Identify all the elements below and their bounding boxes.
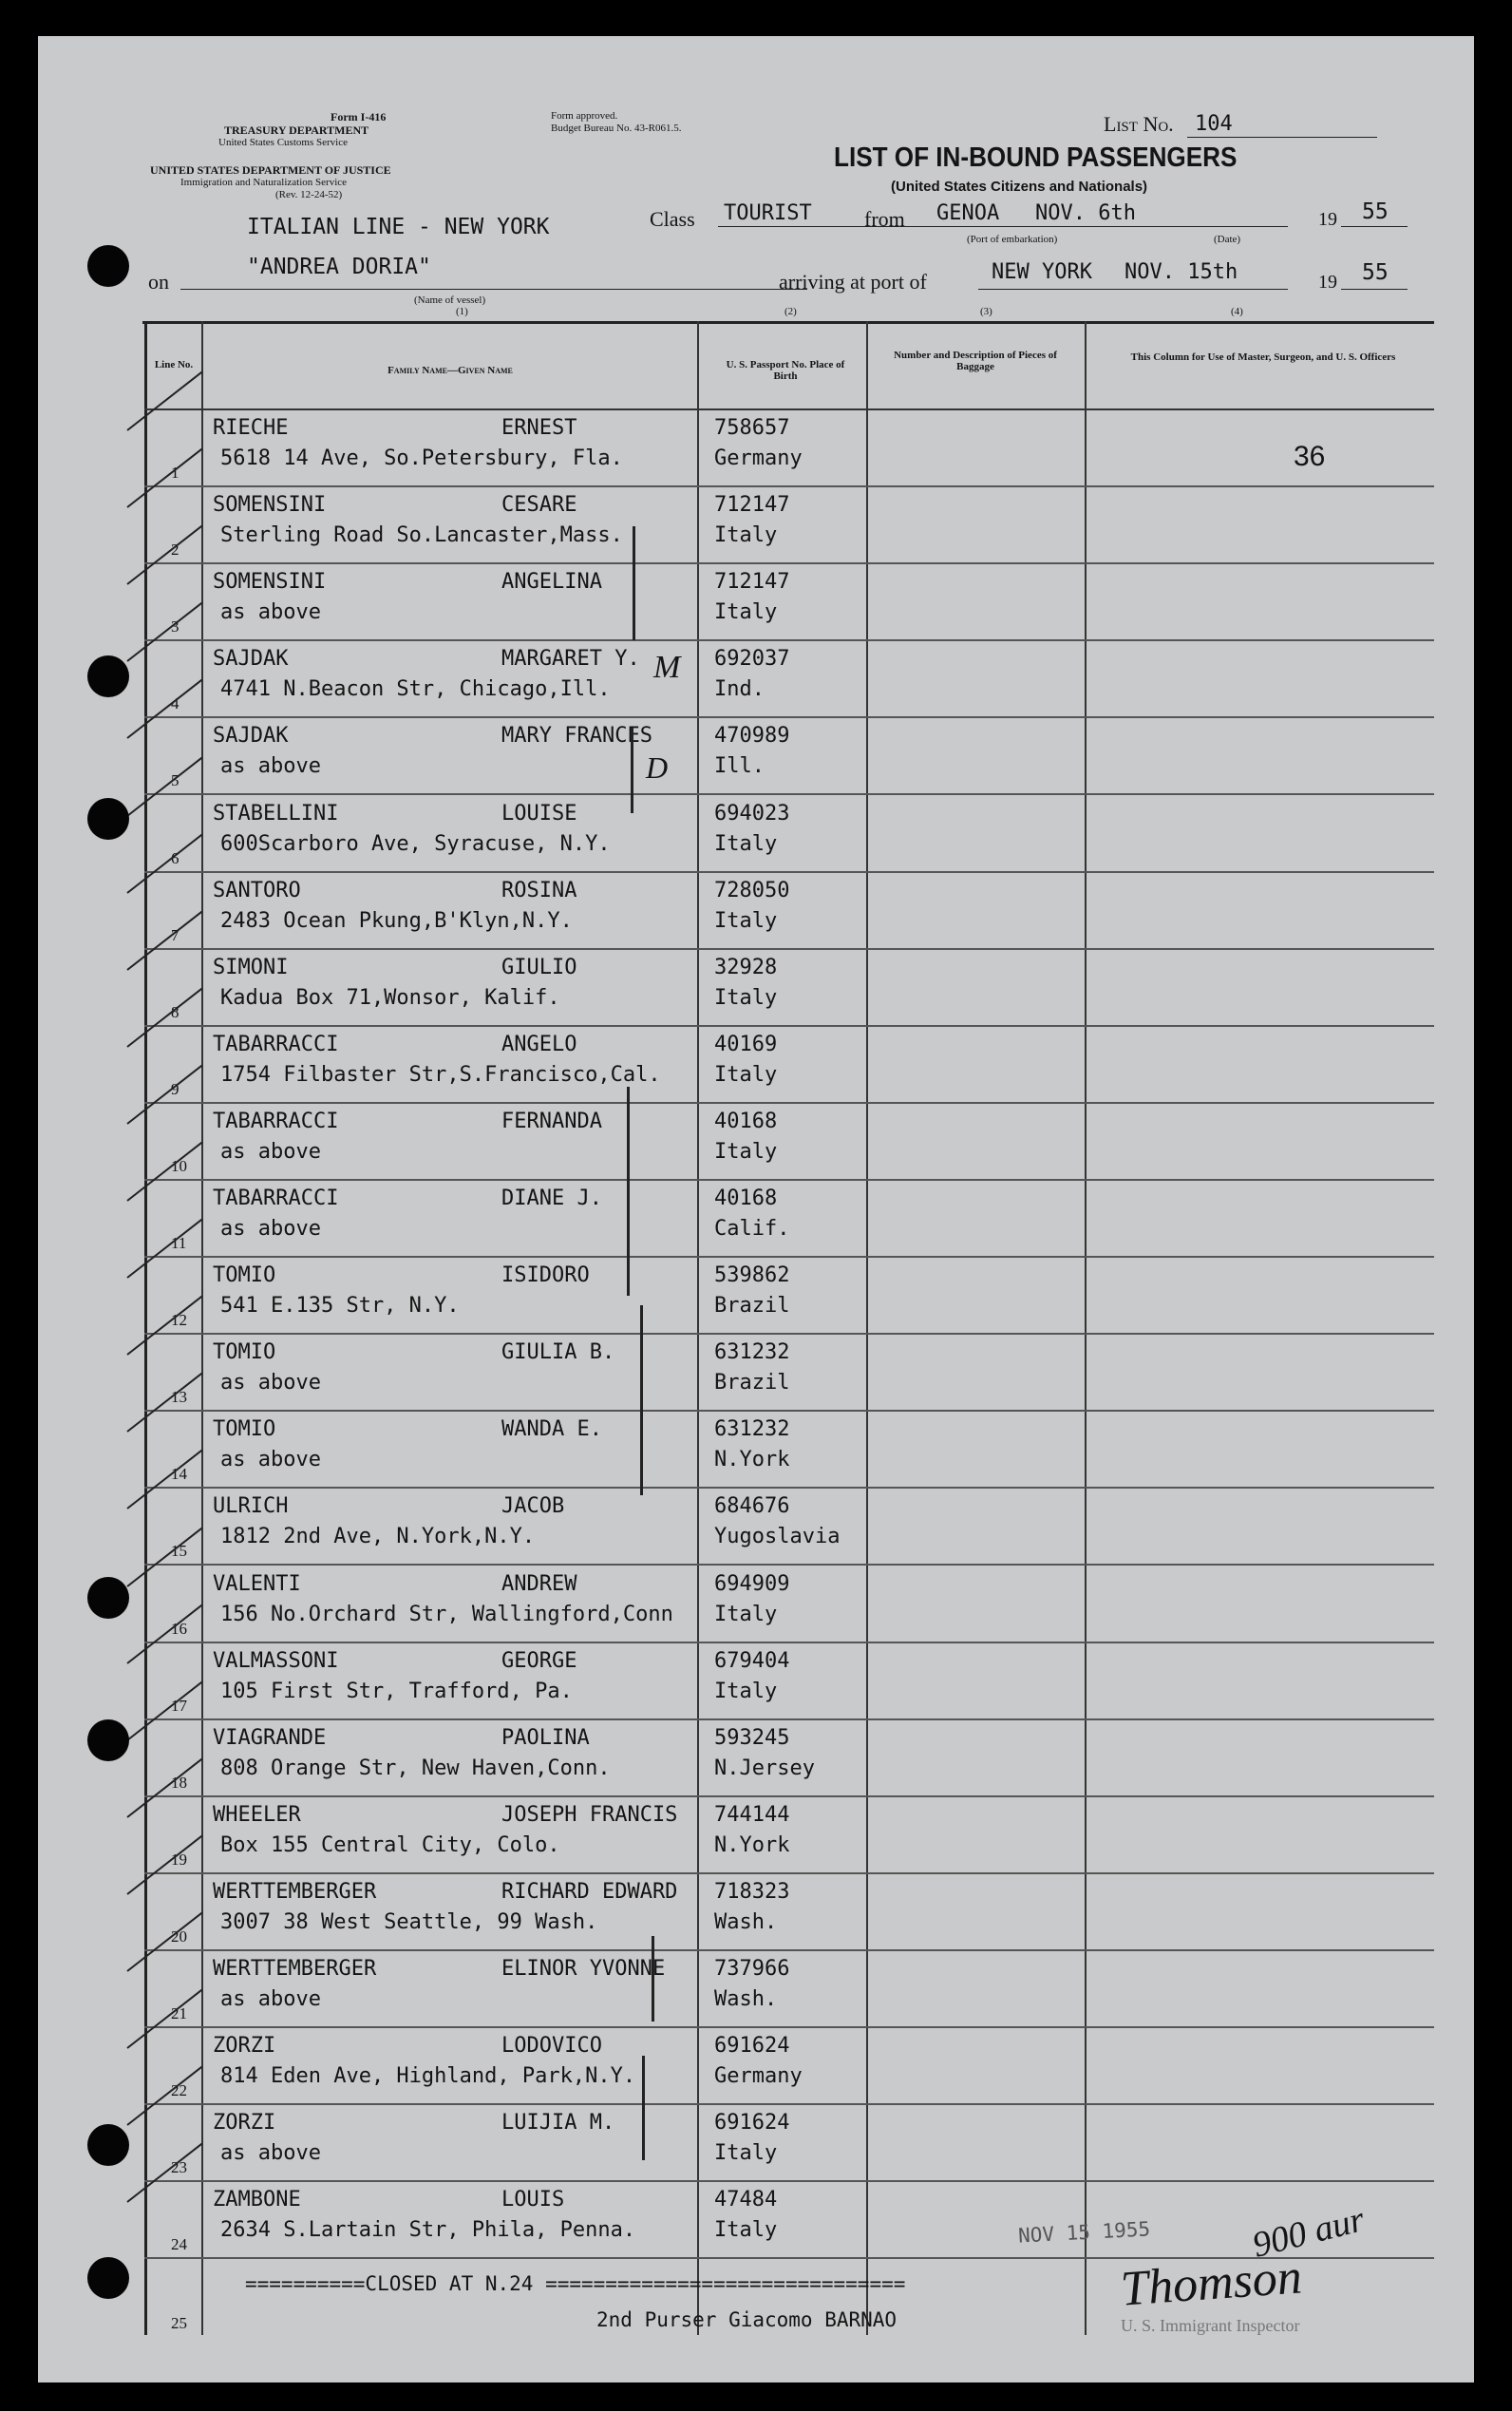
given-name: MARGARET Y. xyxy=(501,647,640,672)
departure-date: NOV. 6th xyxy=(1035,201,1136,225)
family-name: WERTTEMBERGER xyxy=(213,1879,377,1904)
line-number: 18 xyxy=(171,1773,187,1792)
place-of-birth: N.Jersey xyxy=(714,1756,815,1780)
table-row xyxy=(144,2105,1434,2182)
passport-number: 40168 xyxy=(714,1109,778,1133)
family-name: TOMIO xyxy=(213,1263,276,1288)
table-row xyxy=(144,1412,1434,1489)
address: 541 E.135 Str, N.Y. xyxy=(220,1294,460,1319)
line-number: 25 xyxy=(171,2314,187,2332)
arrival-line xyxy=(978,289,1288,290)
family-name: SAJDAK xyxy=(213,724,289,749)
punch-hole xyxy=(87,1719,129,1761)
family-name: WERTTEMBERGER xyxy=(213,1957,377,1981)
address: 105 First Str, Trafford, Pa. xyxy=(220,1679,573,1703)
address: as above xyxy=(220,1139,321,1164)
table-row xyxy=(144,1951,1434,2028)
given-name: GEORGE xyxy=(501,1648,577,1673)
line-number: 23 xyxy=(171,2158,187,2177)
passport-number: 712147 xyxy=(714,493,790,518)
passport-number: 539862 xyxy=(714,1263,790,1288)
place-of-birth: Germany xyxy=(714,2064,803,2089)
place-of-birth: Brazil xyxy=(714,1294,790,1319)
given-name: GIULIA B. xyxy=(501,1340,615,1365)
given-name: PAOLINA xyxy=(501,1725,590,1750)
customs-label: United States Customs Service xyxy=(218,137,348,148)
passport-number: 712147 xyxy=(714,570,790,595)
given-name: WANDA E. xyxy=(501,1417,602,1442)
line-number: 14 xyxy=(171,1465,187,1484)
family-name: VIAGRANDE xyxy=(213,1725,327,1750)
table-row xyxy=(144,1027,1434,1104)
col-baggage: Number and Description of Pieces of Baggage xyxy=(894,350,1057,372)
passport-number: 47484 xyxy=(714,2188,778,2212)
address: Sterling Road So.Lancaster,Mass. xyxy=(220,523,623,548)
passport-number: 40169 xyxy=(714,1032,778,1056)
given-name: JACOB xyxy=(501,1494,565,1519)
given-name: LOUIS xyxy=(501,2188,565,2212)
passport-number: 758657 xyxy=(714,416,790,440)
place-of-birth: Italy xyxy=(714,1679,778,1703)
passport-number: 679404 xyxy=(714,1648,790,1673)
line-number: 10 xyxy=(171,1156,187,1175)
year-2: 55 xyxy=(1362,260,1389,285)
table-row xyxy=(144,564,1434,641)
place-of-birth: Italy xyxy=(714,908,778,933)
address: as above xyxy=(220,600,321,625)
given-name: LUIJIA M. xyxy=(501,2111,615,2136)
table-top-border xyxy=(142,321,1434,324)
passport-number: 684676 xyxy=(714,1494,790,1519)
line-number: 2 xyxy=(171,541,180,560)
year-1: 55 xyxy=(1362,199,1389,224)
family-name: ZORZI xyxy=(213,2034,276,2059)
place-of-birth: Wash. xyxy=(714,1987,778,2011)
given-name: ANGELINA xyxy=(501,570,602,595)
family-name: ZAMBONE xyxy=(213,2188,301,2212)
address: 4741 N.Beacon Str, Chicago,Ill. xyxy=(220,677,611,702)
given-name: ELINOR YVONNE xyxy=(501,1957,666,1981)
place-of-birth: N.York xyxy=(714,1832,790,1857)
table-row xyxy=(144,1566,1434,1643)
family-name: TOMIO xyxy=(213,1340,276,1365)
address: as above xyxy=(220,1217,321,1241)
address: as above xyxy=(220,1448,321,1472)
date-caption: (Date) xyxy=(1214,234,1241,245)
place-of-birth: Yugoslavia xyxy=(714,1525,841,1549)
address: 1812 2nd Ave, N.York,N.Y. xyxy=(220,1525,536,1549)
col2-number: (2) xyxy=(784,306,797,317)
passport-number: 631232 xyxy=(714,1417,790,1442)
form-number: Form I-416 xyxy=(331,110,387,123)
place-of-birth: N.York xyxy=(714,1448,790,1472)
passport-number: 694023 xyxy=(714,801,790,826)
table-row xyxy=(144,1797,1434,1874)
list-no: 104 xyxy=(1195,112,1233,136)
place-of-birth: Italy xyxy=(714,600,778,625)
table-row xyxy=(144,1874,1434,1951)
punch-hole xyxy=(87,2257,129,2299)
place-of-birth: Italy xyxy=(714,2141,778,2166)
family-name: SAJDAK xyxy=(213,647,289,672)
line-number: 15 xyxy=(171,1542,187,1561)
year-line-2 xyxy=(1341,289,1408,290)
bracket-mark xyxy=(633,526,635,640)
given-name: FERNANDA xyxy=(501,1109,602,1133)
class-label: Class xyxy=(650,207,695,231)
col-name: Family Name—Given Name xyxy=(387,365,513,376)
passport-number: 728050 xyxy=(714,878,790,902)
place-of-birth: Italy xyxy=(714,985,778,1010)
year-line-1 xyxy=(1341,226,1408,227)
line-number: 19 xyxy=(171,1850,187,1869)
table-row xyxy=(144,950,1434,1027)
punch-hole xyxy=(87,245,129,287)
table-row xyxy=(144,1489,1434,1566)
family-name: TABARRACCI xyxy=(213,1032,339,1056)
address: as above xyxy=(220,754,321,779)
place-of-birth: Italy xyxy=(714,523,778,548)
place-of-birth: Italy xyxy=(714,1602,778,1626)
line-number: 6 xyxy=(171,848,180,867)
line-number: 22 xyxy=(171,2081,187,2100)
line-number: 4 xyxy=(171,694,180,713)
passport-number: 631232 xyxy=(714,1340,790,1365)
given-name: CESARE xyxy=(501,493,577,518)
place-of-birth: Ill. xyxy=(714,754,765,779)
place-of-birth: Brazil xyxy=(714,1371,790,1395)
line-number: 3 xyxy=(171,617,180,636)
line-number: 16 xyxy=(171,1619,187,1638)
place-of-birth: Italy xyxy=(714,1139,778,1164)
address: Kadua Box 71,Wonsor, Kalif. xyxy=(220,985,560,1010)
line-company: ITALIAN LINE - NEW YORK xyxy=(247,215,550,239)
from-value: GENOA xyxy=(936,201,1000,225)
passport-number: 737966 xyxy=(714,1957,790,1981)
table-row xyxy=(144,641,1434,718)
list-no-label: List No. xyxy=(1104,112,1174,136)
address: as above xyxy=(220,1371,321,1395)
bracket-mark xyxy=(652,1936,654,2022)
address: as above xyxy=(220,1987,321,2011)
margin-annotation-d: D xyxy=(646,750,669,785)
place-of-birth: Ind. xyxy=(714,677,765,702)
given-name: ROSINA xyxy=(501,878,577,902)
address: Box 155 Central City, Colo. xyxy=(220,1832,560,1857)
class-value: TOURIST xyxy=(724,201,812,225)
closed-note: ==========CLOSED AT N.24 ============================== xyxy=(245,2272,906,2295)
place-of-birth: Wash. xyxy=(714,1909,778,1934)
family-name: SANTORO xyxy=(213,878,301,902)
place-of-birth: Germany xyxy=(714,446,803,470)
bracket-mark xyxy=(640,1305,643,1495)
given-name: ERNEST xyxy=(501,416,577,440)
address: 2634 S.Lartain Str, Phila, Penna. xyxy=(220,2218,636,2243)
given-name: GIULIO xyxy=(501,955,577,979)
passport-number: 593245 xyxy=(714,1725,790,1750)
vessel-caption: (Name of vessel) xyxy=(414,294,486,306)
family-name: TABARRACCI xyxy=(213,1109,339,1133)
family-name: ULRICH xyxy=(213,1494,289,1519)
address: 156 No.Orchard Str, Wallingford,Conn xyxy=(220,1602,673,1626)
given-name: JOSEPH FRANCIS xyxy=(501,1802,678,1827)
given-name: LOUISE xyxy=(501,801,577,826)
table-row xyxy=(144,487,1434,564)
line-number: 9 xyxy=(171,1079,180,1098)
col-officers: This Column for Use of Master, Surgeon, and U. S. Officers xyxy=(1130,351,1396,363)
on-label: on xyxy=(148,270,169,294)
subtitle: (United States Citizens and Nationals) xyxy=(891,179,1148,195)
place-of-birth: Italy xyxy=(714,1062,778,1087)
address: 5618 14 Ave, So.Petersbury, Fla. xyxy=(220,446,623,470)
vessel-name: "ANDREA DORIA" xyxy=(247,255,431,279)
revision-label: (Rev. 12-24-52) xyxy=(275,189,343,200)
family-name: WHEELER xyxy=(213,1802,301,1827)
margin-annotation-m: M xyxy=(653,650,681,685)
passport-number: 40168 xyxy=(714,1187,778,1210)
line-number: 17 xyxy=(171,1696,187,1715)
address: 600Scarboro Ave, Syracuse, N.Y. xyxy=(220,831,611,856)
budget-bureau: Budget Bureau No. 43-R061.5. xyxy=(551,123,682,134)
arriving-label: arriving at port of xyxy=(779,270,927,294)
table-row xyxy=(144,1643,1434,1720)
punch-hole xyxy=(87,798,129,840)
given-name: MARY FRANCES xyxy=(501,724,652,749)
inspector-title: U. S. Immigrant Inspector xyxy=(1121,2316,1300,2335)
col4-number: (4) xyxy=(1231,306,1243,317)
year-prefix-1: 19 xyxy=(1318,209,1337,230)
passport-number: 694909 xyxy=(714,1571,790,1596)
form-approved: Form approved. xyxy=(551,110,618,122)
table-row xyxy=(144,796,1434,873)
inspector-signature: Thomson xyxy=(1119,2250,1304,2317)
table-row xyxy=(144,2028,1434,2105)
line-number: 7 xyxy=(171,925,180,944)
table-row xyxy=(144,718,1434,795)
passport-number: 691624 xyxy=(714,2034,790,2059)
col1-number: (1) xyxy=(456,306,468,317)
address: 1754 Filbaster Str,S.Francisco,Cal. xyxy=(220,1062,661,1087)
passport-number: 691624 xyxy=(714,2111,790,2136)
officer-count: 36 xyxy=(1294,441,1326,472)
line-number: 20 xyxy=(171,1927,187,1946)
justice-label: UNITED STATES DEPARTMENT OF JUSTICE xyxy=(150,163,391,177)
arrival-date: NOV. 15th xyxy=(1125,260,1238,284)
line-number: 8 xyxy=(171,1002,180,1021)
table-row xyxy=(144,1104,1434,1181)
date-stamp: NOV 15 1955 xyxy=(1017,2217,1151,2248)
family-name: TABARRACCI xyxy=(213,1187,339,1210)
punch-hole xyxy=(87,2124,129,2166)
passport-number: 718323 xyxy=(714,1879,790,1904)
line-number: 1 xyxy=(171,464,180,482)
class-line xyxy=(718,226,1288,227)
col3-number: (3) xyxy=(980,306,992,317)
punch-hole xyxy=(87,655,129,697)
table-row xyxy=(144,1335,1434,1412)
line-number: 12 xyxy=(171,1311,187,1330)
purser-name: 2nd Purser Giacomo BARNAO xyxy=(596,2308,898,2331)
punch-hole xyxy=(87,1577,129,1619)
table-row xyxy=(144,1258,1434,1335)
family-name: SIMONI xyxy=(213,955,289,979)
place-of-birth: Italy xyxy=(714,831,778,856)
place-of-birth: Italy xyxy=(714,2218,778,2243)
port-caption: (Port of embarkation) xyxy=(967,234,1058,245)
family-name: RIECHE xyxy=(213,416,289,440)
bracket-mark xyxy=(627,1087,630,1296)
given-name: ANGELO xyxy=(501,1032,577,1056)
passport-number: 470989 xyxy=(714,724,790,749)
count-note: 900 aur xyxy=(1248,2199,1369,2266)
line-number: 21 xyxy=(171,2004,187,2022)
given-name: DIANE J. xyxy=(501,1187,602,1210)
family-name: STABELLINI xyxy=(213,801,339,826)
page-title: LIST OF IN-BOUND PASSENGERS xyxy=(834,142,1238,173)
bracket-mark xyxy=(631,728,633,813)
from-label: from xyxy=(864,207,905,231)
given-name: RICHARD EDWARD xyxy=(501,1879,678,1904)
bracket-mark xyxy=(642,2056,645,2160)
immigration-label: Immigration and Naturalization Service xyxy=(180,177,348,188)
family-name: VALMASSONI xyxy=(213,1648,339,1673)
address: 2483 Ocean Pkung,B'Klyn,N.Y. xyxy=(220,908,573,933)
list-no-line xyxy=(1187,137,1377,138)
check-mark xyxy=(126,371,202,431)
address: as above xyxy=(220,2141,321,2166)
given-name: LODOVICO xyxy=(501,2034,602,2059)
line-number: 24 xyxy=(171,2235,187,2254)
table-row xyxy=(144,873,1434,950)
treasury-label: TREASURY DEPARTMENT xyxy=(224,123,369,137)
passport-number: 692037 xyxy=(714,647,790,672)
vessel-line xyxy=(180,289,807,290)
line-number: 11 xyxy=(171,1234,187,1252)
address: 814 Eden Ave, Highland, Park,N.Y. xyxy=(220,2064,636,2089)
passport-number: 32928 xyxy=(714,955,778,979)
table-row xyxy=(144,1720,1434,1797)
place-of-birth: Calif. xyxy=(714,1217,790,1241)
table-row xyxy=(144,410,1434,487)
arrival-port: NEW YORK xyxy=(992,260,1092,284)
passport-number: 744144 xyxy=(714,1802,790,1827)
col-passport: U. S. Passport No. Place of Birth xyxy=(726,359,845,382)
family-name: VALENTI xyxy=(213,1571,301,1596)
line-number: 5 xyxy=(171,771,180,790)
family-name: ZORZI xyxy=(213,2111,276,2136)
address: 808 Orange Str, New Haven,Conn. xyxy=(220,1756,611,1780)
family-name: SOMENSINI xyxy=(213,493,327,518)
family-name: TOMIO xyxy=(213,1417,276,1442)
line-number: 13 xyxy=(171,1388,187,1407)
address: 3007 38 West Seattle, 99 Wash. xyxy=(220,1909,598,1934)
col-line-no: Line No. xyxy=(154,359,194,370)
table-row xyxy=(144,2182,1434,2259)
manifest-sheet xyxy=(38,36,1474,2383)
given-name: ANDREW xyxy=(501,1571,577,1596)
year-prefix-2: 19 xyxy=(1318,272,1337,293)
given-name: ISIDORO xyxy=(501,1263,590,1288)
table-row xyxy=(144,1181,1434,1258)
family-name: SOMENSINI xyxy=(213,570,327,595)
